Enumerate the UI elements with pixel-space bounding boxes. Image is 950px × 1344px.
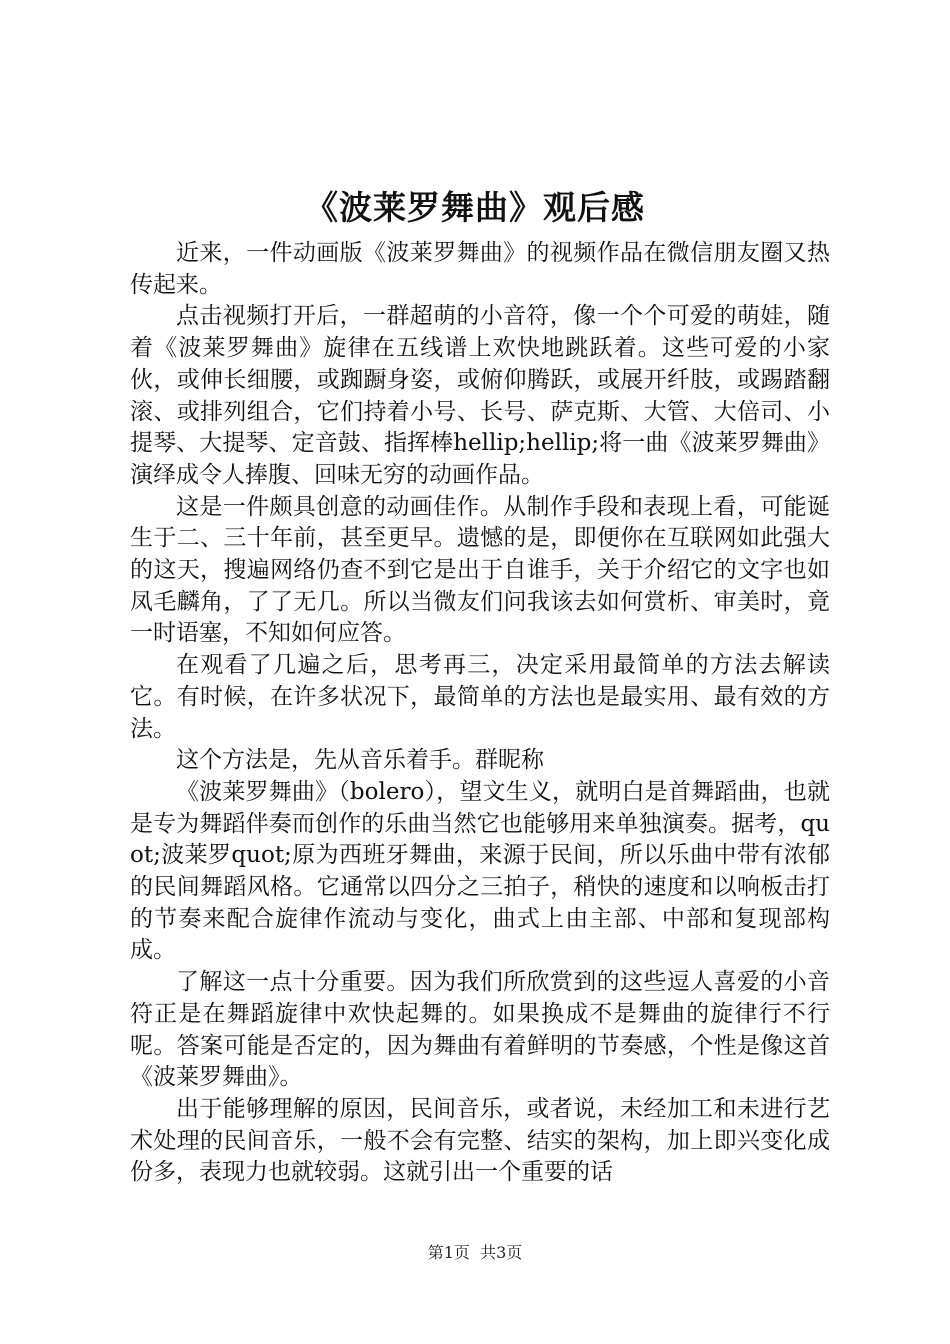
paragraph: 了解这一点十分重要。因为我们所欣赏到的这些逗人喜爱的小音符正是在舞蹈旋律中欢快起舞的。如果换成不是舞曲的旋律行不行呢。答案可能是否定的，因为舞曲有着鲜明的节奏感，个性是像这首《波莱罗舞曲》。	[130, 969, 830, 1091]
paragraph: 出于能够理解的原因，民间音乐，或者说，未经加工和未进行艺术处理的民间音乐，一般不会有完整、结实的架构，加上即兴变化成份多，表现力也就较弱。这就引出一个重要的话	[130, 1095, 830, 1186]
paragraph: 这是一件颇具创意的动画佳作。从制作手段和表现上看，可能诞生于二、三十年前，甚至更早。遗憾的是，即便你在互联网如此强大的这天，搜遍网络仍查不到它是出于自谁手，关于介绍它的文字也如凤毛麟角，了了无几。所以当微友们问我该去如何赏析、审美时，竟一时语塞，不知如何应答。	[130, 493, 830, 647]
page-total: 共3页	[480, 1243, 523, 1262]
paragraph: 在观看了几遍之后，思考再三，决定采用最简单的方法去解读它。有时候，在许多状况下，最简单的方法也是最实用、最有效的方法。	[130, 652, 830, 742]
paragraph: 《波莱罗舞曲》（bolero），望文生义，就明白是首舞蹈曲，也就是专为舞蹈伴奏而创作的乐曲当然它也能够用来单独演奏。据考，quot;波莱罗quot;原为西班牙舞曲，来源于民间，所以乐曲中带有浓郁的民间舞蹈风格。它通常以四分之三拍子，稍快的速度和以响板击打的节奏来配合旋律作流动与变化，曲式上由主部、中部和复现部构成。	[130, 778, 830, 964]
page-number: 第1页	[427, 1243, 470, 1262]
document-body	[130, 238, 830, 1189]
footer-separator	[470, 1243, 480, 1262]
page-footer	[0, 1243, 950, 1263]
paragraph: 点击视频打开后，一群超萌的小音符，像一个个可爱的萌娃，随着《波莱罗舞曲》旋律在五线谱上欢快地跳跃着。这些可爱的小家伙，或伸长细腰，或踟蹰身姿，或俯仰腾跃，或展开纤肢，或踢踏翻滚、或排列组合，它们持着小号、长号、萨克斯、大管、大倍司、小提琴、大提琴、定音鼓、指挥棒hellip;hellip;将一曲《波莱罗舞曲》演绎成令人捧腹、回味无穷的动画作品。	[130, 303, 830, 488]
paragraph: 近来，一件动画版《波莱罗舞曲》的视频作品在微信朋友圈又热传起来。	[130, 240, 830, 298]
paragraph: 这个方法是，先从音乐着手。群昵称	[176, 747, 544, 774]
document-title: 《波莱罗舞曲》观后感	[305, 188, 645, 227]
